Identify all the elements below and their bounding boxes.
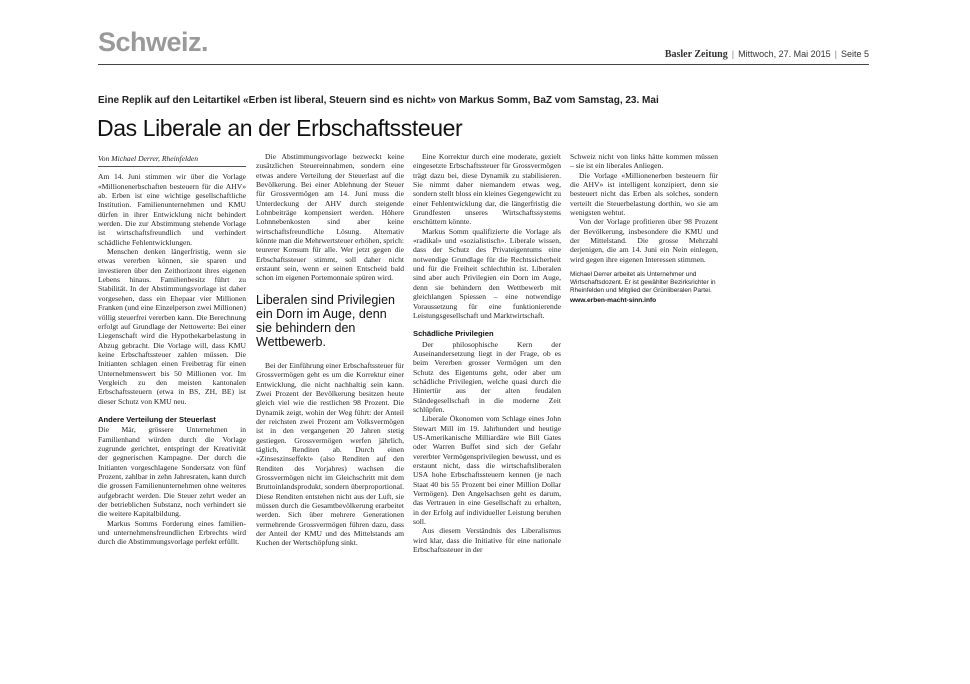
body-paragraph: Liberale Ökonomen vom Schlage eines John Stewart Mill im 19. Jahrhundert und heutige US-Amerikanische Milliardäre wie Bill Gates oder Warren Buffet sind sich der Gefahr vererbter Vermögensprivilegien bewusst, und es erstaunt nicht, dass die wirtschaftsliberalen USA hohe Erbschaftssteuern kennen (je nach Staat 40 bis 55 Prozent bei einer Million Dollar Vermögen). Den Angelsachsen geht es darum, das Vertrauen in eine Gesellschaft zu erhalten, in der Erfolg auf individueller Leistung beruhen soll. xyxy=(413,414,561,527)
body-paragraph: Am 14. Juni stimmen wir über die Vorlage «Millionenerbschaften besteuern für die AHV» ab. Erben ist eine wichtige gesellschaftliche Institution. Familienunternehmen und KMU dürfen in ihrer Entwicklung nicht behindert werden. Die zur Abstimmung stehende Vorlage ist wirtschaftsfreundlich und verhindert schädliche Fehlentwicklungen. xyxy=(98,172,246,247)
subheading: Andere Verteilung der Steuerlast xyxy=(98,414,216,424)
author-bio: Michael Derrer arbeitet als Unternehmer und Wirtschaftsdozent. Er ist gewählter Bezirksrichter in Rheinfelden und Mitglied der Grünliberalen Partei. xyxy=(570,271,716,295)
body-paragraph: Eine Korrektur durch eine moderate, gezielt eingesetzte Erbschaftssteuer für Grossvermögen trägt dazu bei, diese Dynamik zu stabilisieren. Sie nimmt daher niemandem etwas weg, sondern stellt bloss ein kleines Gegengewicht zu einer Fehlentwicklung dar, die längerfristig die Grundfesten unseres Wirtschaftssystems erschüttern könnte. xyxy=(413,152,561,227)
header-rule xyxy=(98,64,869,65)
article-kicker: Eine Replik auf den Leitartikel «Erben ist liberal, Steuern sind es nicht» von Markus Somm, BaZ vom Samstag, 23. Mai xyxy=(98,95,659,106)
pull-quote: Liberalen sind Privilegien ein Dorn im Auge, denn sie behindern den Wettbewerb. xyxy=(256,292,395,349)
article-headline: Das Liberale an der Erbschaftssteuer xyxy=(97,115,463,141)
body-paragraph: Der philosophische Kern der Auseinandersetzung liegt in der Frage, ob es beim Vererben grosser Vermögen um den Schutz des Eigentums geht, oder aber um schädliche Privilegien, welche quasi durch die Hintertür aus der alten feudalen Ständegesellschaft in die moderne Zeit schlüpfen. xyxy=(413,339,561,414)
body-paragraph: Von der Vorlage profitieren über 98 Prozent der Bevölkerung, insbesondere die KMU und der Mittelstand. Die grosse Mehrzahl derjenigen, die am 14. Juni ein Nein einlegen, wird gegen ihre eigenen Interessen stimmen. xyxy=(570,217,718,264)
article-column-1 xyxy=(98,152,246,642)
subheading: Schädliche Privilegien xyxy=(413,329,494,339)
campaign-link[interactable]: www.erben-macht-sinn.info xyxy=(570,297,657,305)
section-title: Schweiz. xyxy=(98,27,209,57)
body-paragraph: Markus Somm qualifizierte die Vorlage als «radikal» und «sozialistisch». Liberale wissen, dass der Schutz des Privateigentums eine notwendige Grundlage für die Rechtssicherheit und für die Freiheit schlechthin ist. Liberalen sind aber auch Privilegien ein Dorn im Auge, denn sie behindern den Wettbewerb mit gleichlangen Spiessen – eine notwendige Voraussetzung für eine funktionierende Leistungsgesellschaft und Marktwirtschaft. xyxy=(413,226,561,320)
masthead-separator: | xyxy=(834,49,837,59)
page-number: Seite 5 xyxy=(840,49,869,59)
article-column-4 xyxy=(570,152,718,642)
body-paragraph: Die Vorlage «Millionenerben besteuern für die AHV» ist intelligent konzipiert, denn sie besteuert nicht das Erben als solches, sondern verteilt die Steuerbelastung dorthin, wo sie am wenigsten wehtut. xyxy=(570,170,718,218)
byline: Von Michael Derrer, Rheinfelden xyxy=(98,154,246,167)
body-paragraph: Menschen denken längerfristig, wenn sie etwas vererben können, sie sparen und investieren über den Zeithorizont ihres eigenen Lebens hinaus. Familienbesitz führt zu Stabilität. In der Abstimmungsvorlage ist daher vorgesehen, dass ein Ehepaar vier Millionen Franken (und eine Einzelperson zwei Millionen) völlig steuerfrei vererben kann. Die Berechnung erfolgt auf Grundlage der Nettowerte: Bei einer Liegenschaft wird die Hypothekarbelastung in Abzug gebracht. Die Vorlage will, dass KMU keine Erbschaftssteuer zahlen müssen. Die Initianten schlagen einen Freibetrag für einen Unternehmenswert bis 50 Millionen vor. Im Vergleich zu den meisten kantonalen Erbschaftssteuern (etwa in BS, ZH, BE) ist dieser Schutz von KMU neu. xyxy=(98,247,246,406)
masthead xyxy=(665,49,869,60)
article-column-3 xyxy=(413,152,561,642)
article-column-2 xyxy=(256,152,404,642)
body-paragraph: Die Mär, grössere Unternehmen in Familienhand würden durch die Vorlage zugrunde gerichtet, entspringt der Kreativität der gegnerischen Kampagne. Der durch die Initianten vorgeschlagene Sondersatz von fünf Prozent, zahlbar in zehn Jahresraten, kann durch die grossen Familienunternehmen ohne weiteres aufgebracht werden. Die Steuer zehrt weder an der betrieblichen Substanz, noch verhindert sie die weitere Kapitalbildung. xyxy=(98,425,246,519)
newspaper-name: Basler Zeitung xyxy=(664,49,728,60)
body-paragraph: Schweiz nicht von links hätte kommen müssen – sie ist ein liberales Anliegen. xyxy=(570,152,718,171)
body-paragraph: Bei der Einführung einer Erbschaftssteuer für Grossvermögen geht es um die Korrektur einer Entwicklung, die nicht nachhaltig sein kann. Zwei Prozent der Bevölkerung besitzen heute gleich viel wie die restlichen 98 Prozent. Die Dynamik zeigt, wohin der Weg führt: der Anteil der reichsten zwei Prozent am Volksvermögen ist in den vergangenen 20 Jahren stetig gestiegen. Grossvermögen werfen jährlich, täglich, Renditen ab. Durch einen «Zinseszinseffekt» (also Renditen auf den Renditen des Vorjahres) wachsen die Grossvermögen nicht im Gleichschritt mit dem Bruttoinlandsprodukt, sondern überproportional. Diese Renditen entstehen nicht aus der Luft, sie müssen durch die Gesamtbevölkerung erarbeitet werden. Sich über mehrere Generationen vermehrende Grossvermögen führen dazu, dass der Anteil der KMU und des Mittelstands am Kuchen der Wertschöpfung sinkt. xyxy=(256,360,404,548)
body-paragraph: Markus Somms Forderung eines familien- und unternehmensfreundlichen Erbrechts wird durch die Abstimmungsvorlage perfekt erfüllt. xyxy=(98,518,246,547)
body-paragraph: Aus diesem Verständnis des Liberalismus wird klar, dass die Initiative für eine nationale Erbschaftssteuer in der xyxy=(413,526,561,555)
masthead-separator: | xyxy=(731,49,735,59)
body-paragraph: Die Abstimmungsvorlage bezweckt keine zusätzlichen Steuereinnahmen, sondern eine etwas andere Verteilung der Steuerlast auf die Bevölkerung. Bei einer Ablehnung der Steuer für Grossvermögen am 14. Juni muss die Unterdeckung der AHV durch steigende Lohnbeiträge kompensiert werden. Höhere Lohnnebenkosten sind aber keine wirtschaftsfreundliche Lösung. Alternativ könnte man die Mehrwertsteuer erhöhen, sprich: teurerer Konsum für alle. Wer jetzt gegen die Erbschaftssteuer stimmt, soll daher nicht erstaunt sein, wenn er seinen Entscheid bald schon im eigenen Portemonnaie spüren wird. xyxy=(256,152,404,283)
issue-date: Mittwoch, 27. Mai 2015 xyxy=(738,49,831,59)
